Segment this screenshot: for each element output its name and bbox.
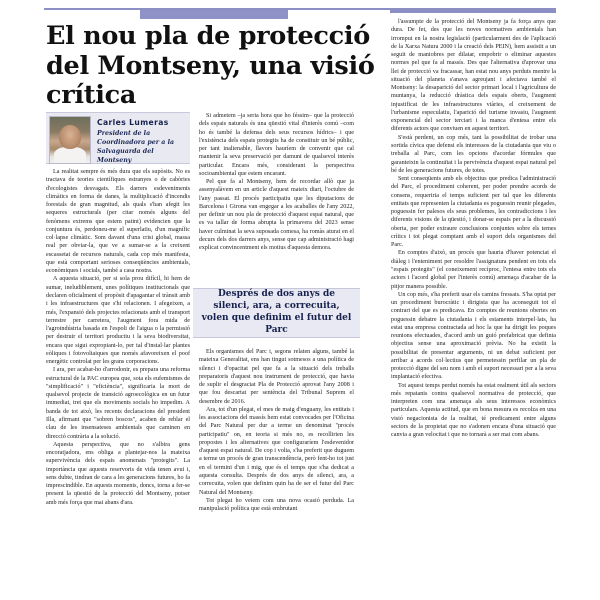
paragraph: Aquesta perspectiva, que no s'albira gens encoratjadora, ens obliga a plantejar-nos la mateixa supervivència dels espais anomenats "protegits". La importància que aquests reservoris de vida tenen avui i, sens dubte, tindran de cara a les generacions futures, ho fa imprescindible. En aquests moments, doncs, torna a fer-se present la qüestió de la protecció del Montseny, potser amb més força que mai abans d'ara. [46,441,190,506]
paragraph: Ara, tot d'un plegat, el mes de maig d'enguany, les entitats i les associacions del massís hem estat convocades per l'Oficina del Parc Natural per dur a terme un denominat "procés participatiu" on, en teoria si més no, es recollirien les propostes i les alternatives que configuraríem l'esdevenidor d'aquest espai natural. De cop i volta, s'ha preferit que duguem a terme un procés de gran transcendència, però fent-ho tot just en el termini d'un i mig, que és el temps que s'ha dedicat a aquesta consulta. Després de dos anys de silenci, ara, a correcuita, volen que definim quin ha de ser el futur del Parc Natural del Montseny. [199,406,354,496]
body-column-1 [46,168,190,507]
paragraph: En comptes d'això, un procés que hauria d'haver potenciat el diàleg i l'enteniment per resoldre l'assignatura pendent en tots els "espais protegits" (el coneixement recíproc, l'entesa entre tots els actors i l'acord global per l'interès comú) amenaça d'acabar de la pitjor manera possible. [391,250,556,290]
paragraph: La realitat sempre és més dura que els supòsits. No es tractava de teories científiques estranyes o de cabòries d'ecologistes desvagats. Els darrers esdeveniments climàtics en forma de danes, la multiplicació d'incendis forestals de gran magnitud, als quals s'han afegit les sequeres estructurals (per citar només alguns del fenòmens extrems que estem patint) evidencien que la conjuntura és, perdoneu-me el superlatiu, d'un magnífic col·lapse climàtic. Som davant d'una crisi global, massa real per obviar-la, que ve a sumar-se a la creixent escassetat de recursos naturals, cada cop més manifesta, que està comportant serioses conseqüències ambientals, econòmiques i socials, també a casa nostra. [46,169,190,275]
paragraph: Si admetem –ja seria hora que ho féssim– que la protecció dels espais naturals és una qüestió vital d'interès comú –com ho és també la defensa dels seus recursos hídrics– i que l'existència dels espais protegits ha de constituir un bé públic, per tant inalienable, llavors hauríem de convenir que cal mantenir la seva preservació per damunt de qualsevol interès particular. Encara més, considerant la perspectiva socioambiental que estem encarant. [199,113,354,177]
body-column-2-bottom [199,348,354,513]
byline-block [46,112,190,164]
body-column-3 [391,18,556,440]
paragraph: A aquesta situació, per si sola prou difícil, hi hem de sumar, ineludiblement, unes polítiques institucionals que declaren oficialment el propòsit d'apagantar el trànsit amb i les infraestructures que s'hi relacionen. I afegeixen, a més, l'expansió dels projectes relacionats amb el transport terrestre per carretera, l'augment fora mida de l'agroindústria basada en l'espoli de l'aigua o la permissió per destruir el territori productiu i la seva biodiversitat, encara que sigui expropiant-lo, per tal d'instal·lar plantes eòliques i fotovoltaiques que només afavoreixen el poof energètic controlat per les grans corporacions. [46,276,190,366]
paragraph: Tot plegat ho veiem com una nova ocasió perduda. La manipulació política que està embrutant [199,497,354,513]
author-role: President de la Coordinadora per a la Salvaguarda del Montseny [97,130,175,164]
pull-quote [193,288,360,338]
paragraph: l'assumpte de la protecció del Montseny ja fa força anys que dura. De fet, des que les noves normatives ambientals han irromput en la nostra legislació (particularment des de l'aplicació de la Xarxa Natura 2000 i la creació dels PEIN), hem assistit a un seguit de maniobres per dilatar, empobrir o eliminar aquestes normes pel que fa al massís. Des que l'alternativa d'aprovar una llei de protecció va fracassar, han estat nou anys perduts mentre la situació del planeta s'anava agreujant i afectava també el Montseny: la desaparició del sector primari local i l'agricultura de muntanya, la reducció dràstica dels espais oberts, l'augment injustificat de les infraestructures viàries, el creixement de l'urbanisme especulatiu, l'aparició del turisme invasiu, l'augment exponencial del sector terciari i la manca d'entesa entre els diferents actors que conviuen en aquest territori. [391,19,556,133]
paragraph: Pel que fa al Montseny, hem de recordar allò que ja assenyalàvem en un article d'aquest mateix diari, l'octubre de l'any passat. El procés participatiu que les diputacions de Barcelona i Girona van engegar a les acaballes de l'any 2022, per definir un nou pla de protecció d'aquest espai natural, que es va tallar de forma abrupta la primavera del 2023 sense haver culminat la seva suposada comesa, ha romàs aturat en el decurs dels dos darrers anys, sense que cap administració hagi explicat convincentment els motius d'aquesta demora. [199,179,354,252]
byline-text [96,113,190,166]
paragraph: Un cop més, s'ha preferit usar els camins fressats. S'ha optat per un procediment burocràtic i dirigista que ha aconseguit tot el contrari del que es predicava. En comptes de reunions obertes on poguessin debatre la ciutadania i els estaments interpel·lats, ha estat una empresa contractada ad hoc la que ha dirigit les poques reunions efectuades, d'acord amb un guió prefabricat que definia objectius sense una aproximació prèvia. No ha existit la possibilitat de presentar arguments, ni un debat suficient per arribar a acords col·lectius que permetessin perfilar un pla de protecció digne del seu nom i amb el suport necessari per a la seva implantació efectiva. [391,291,556,381]
accent-bar-right [390,10,556,13]
avatar [49,116,91,164]
body-column-2-top [199,112,354,253]
paragraph: Sent conseqüents amb els objectius que predica l'administració del Parc, el procediment coherent, per poder prendre acords de consens, requeriria el temps suficient per tal que les diferents entitats que representen la ciutadania es poguessin reunir plegades, poguessin fer palesos els seus problemes, les contradiccions i les diferents visions de la qüestió, i donar-se espais per a la discussió oberta, per poder extraure conclusions conjuntes sobre els temes crítics i tot plegat comptant amb el suport dels organismes del Parc. [391,176,556,249]
paragraph: I ara, per acabar-ho d'arrodonir, es prepara una reforma estructural de la PAC europea que, sota els eufemismes de "simplificació" i "eficiència", significaria la mort de qualsevol projecte de transició agroecològica en un futur immediat, tret que els moviments socials ho impedim. A banda de tot això, les recents declaracions del president Illa, afirmant que "sobren boscos", acaben de reblar el clau de les insensateses ambientals que caminen en direcció contrària a la solució. [46,367,190,440]
pull-quote-text: Després de dos anys de silenci, ara, a correcuita, volen que definim el futur del Parc [201,289,352,335]
paragraph: Els organismes del Parc i, segons relaten alguns, també la mateixa Generalitat, ens han tingut sotmesos a una política de silenci i d'opacitat pel que fa a la situació dels treballs preparatoris d'aquest nou instrument de protecció, que havia de suplir el desgraciat Pla de Protecció aprovat l'any 2008 i que fou descartat per sentència del Tribunal Suprem el desembre de 2016. [199,349,354,405]
paragraph: S'està perdent, un cop més, tant la possibilitat de trobar una sortida cívica que defensi els interessos de la ciutadania que viu o treballa al Parc, com les opcions d'acordar fórmules que garanteixin la continuïtat i la pervivència d'aquest espai natural pel bé de les generacions futures, de totes. [391,134,556,174]
accent-bar-left [140,10,288,19]
page-title: El nou pla de protecció del Montseny, una visió crítica [46,21,375,111]
paragraph: Tot aquest temps perdut només ha estat realment útil als sectors més repatanis contra qualsevol normativa de protecció, que interpreten com una amenaça als seus interessos econòmics particulars. Aquesta actitud, que en bona mesura es recolza en una visió negacionista de la realitat, té predicament entre alguns sectors de la propietat que no s'adonen encara d'una situació que canvia a gran velocitat i que no tornarà a ser mai com abans. [391,382,556,439]
author-name: Carles Lumeras [97,118,169,127]
